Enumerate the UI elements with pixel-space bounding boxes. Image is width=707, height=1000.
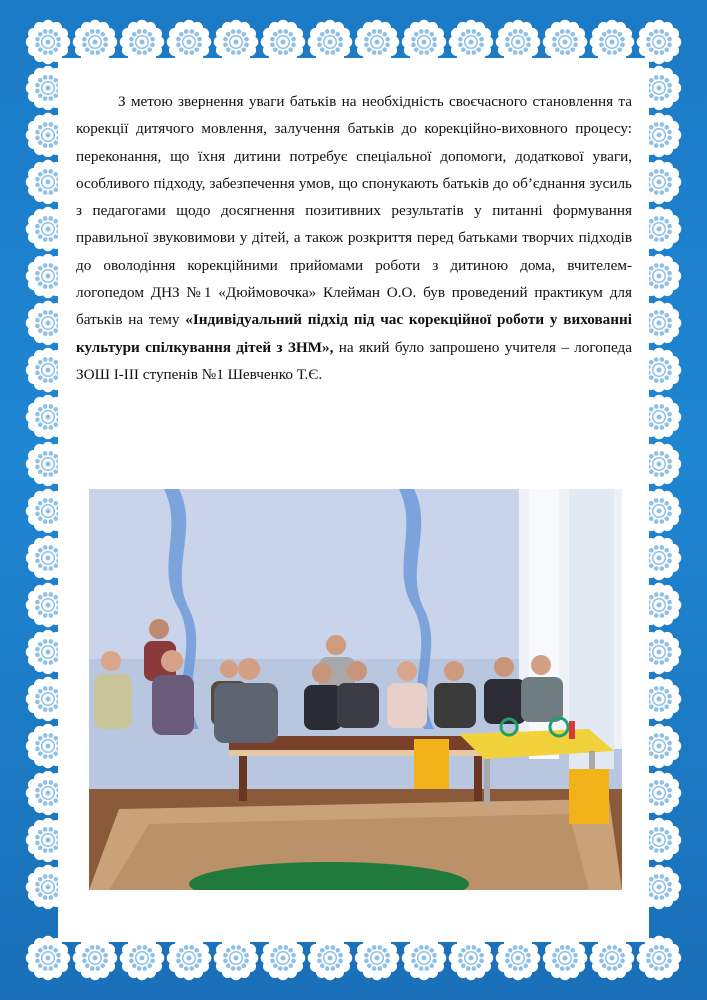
article-bold-title: «Індивідуальний підхід під час корекційної роботи у вихованні культури спілкування дітей з ЗНМ», bbox=[76, 311, 632, 356]
lace-doily bbox=[590, 936, 635, 981]
lace-doily bbox=[167, 936, 212, 981]
article-text-part1: З метою звернення уваги батьків на необхідність своєчасного становлення та корекції дитячого мовлення, залучення батьків до корекційно-виховного процесу: переконання, що їхня дитини потребує спеціальної допомоги, додаткової уваги, особливого підходу, забезпечення умов, що спонукають батьків до об’єднання зусиль з педагогами щодо досягнення позитивних результатів у питанні формування правильної звуковимови у дітей, а також розкриття перед батьками творчих підходів до оволодіння корекційними прийомами роботи з дитиною дома, вчителем-логопедом ДНЗ №1 «Дюймовочка» Клейман О.О. був проведений практикум для батьків на тему bbox=[76, 93, 632, 329]
lace-doily bbox=[120, 936, 165, 981]
lace-doily bbox=[449, 936, 494, 981]
article-paragraph bbox=[76, 88, 632, 388]
lace-doily bbox=[496, 936, 541, 981]
lace-doily bbox=[402, 936, 447, 981]
article-text-part2: на який було запрошено учителя – логопеда ЗОШ І-ІІІ ступенів №1 Шевченко Т.Є. bbox=[76, 338, 632, 383]
lace-doily bbox=[355, 936, 400, 981]
lace-doily bbox=[261, 936, 306, 981]
lace-doily bbox=[26, 936, 71, 981]
lace-doily bbox=[214, 936, 259, 981]
article-text bbox=[76, 88, 632, 388]
lace-doily bbox=[308, 936, 353, 981]
lace-doily bbox=[637, 936, 682, 981]
lace-doily bbox=[543, 936, 588, 981]
lace-doily bbox=[73, 936, 118, 981]
seminar-photo bbox=[89, 489, 622, 890]
